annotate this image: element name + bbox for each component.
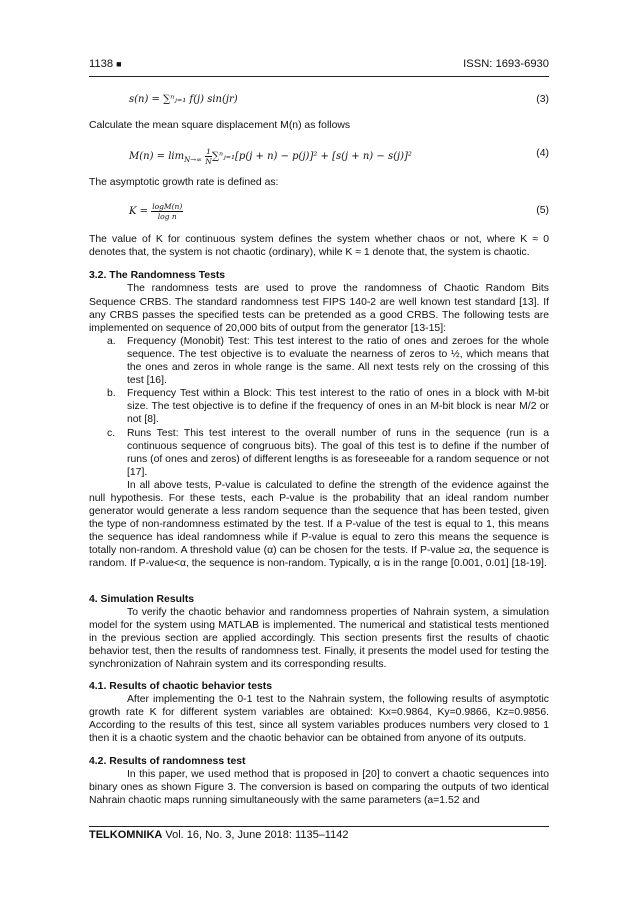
footer-journal: TELKOMNIKA (89, 829, 163, 841)
section-heading-4-1: 4.1. Results of chaotic behavior tests (89, 681, 273, 693)
equation-4-body (129, 147, 412, 167)
list-marker: a. (107, 335, 116, 347)
equation-3 (89, 90, 549, 110)
section-heading-3-2: 3.2. The Randomness Tests (89, 270, 226, 282)
list-item (89, 335, 549, 387)
main-text (89, 90, 549, 807)
footer-rule (89, 826, 549, 827)
footer-citation: Vol. 16, No. 3, June 2018: 1135–1142 (162, 829, 349, 841)
equation-5-numerator: logM(n) (152, 202, 183, 212)
paragraph-pvalue: In all above tests, P-value is calculated to define the strength of the evidence against the null hypothesis. For these tests, each P-value is the probability that an ideal random number generator would generate a less random sequence than the sequence that has been tested, given the type of non-randomness estimated by the test. If a P-value of the test is equal to 1, this means the sequence has ideal randomness while if P-value is equal to zero this means the sequence is totally non-random. A threshold value (α) can be chosen for the tests. If P-value ≥α, the sequence is random. If P-value<α, the sequence is non-random. Typically, α is in the range [0.001, 0.01] [18-19]. (89, 479, 549, 570)
paragraph-3-2: The randomness tests are used to prove the randomness of Chaotic Random Bits Sequence CRBS. The standard randomness test FIPS 140-2 are well known test standard [13]. If any CRBS passes the specified tests can be pretended as a good CRBS. The following tests are implemented on sequence of 20,000 bits of output from the generator [13-15]: (89, 283, 549, 334)
equation-5-lhs: K = (129, 206, 149, 218)
equation-4-numerator: 1 (206, 147, 211, 157)
list-item-text: Runs Test: This test interest to the overall number of runs in the sequence (run is a continuous sequence of congruous bits). The goal of this test is to define if the number of runs (of ones and zeros) of different lengths is as foreseeable for a random sequence or not [17]. (127, 427, 549, 478)
paragraph-k: The value of K for continuous system defines the system whether chaos or not, where K ≈ 0 denotes that, the system is not chaotic (ordinary), while K ≈ 1 denote that, the system is chaotic. (89, 234, 549, 259)
equation-5-fraction (151, 202, 183, 221)
running-header (89, 58, 549, 74)
section-heading-4: 4. Simulation Results (89, 593, 195, 605)
paragraph-rate: The asymptotic growth rate is defined as: (89, 177, 279, 189)
equation-3-number: (3) (536, 94, 549, 105)
equation-5 (89, 198, 549, 224)
equation-4-fraction (205, 147, 212, 166)
list-marker: c. (107, 427, 116, 439)
paragraph-msd: Calculate the mean square displacement M(n) as follows (89, 120, 351, 131)
list-item (89, 387, 549, 426)
header-rule (89, 76, 549, 77)
header-page-info (89, 58, 122, 70)
paragraph-4-1: After implementing the 0-1 test to the Nahrain system, the following results of asymptotic growth rate K for different system variables are obtained: Kx=0.9864, Ky=0.9866, Kz=0.9856. According to the results of this test, since all system variables produces numbers very closed to 1 then it is a chaotic system and the chaotic behavior can be obtained from anyone of its outputs. (89, 694, 549, 745)
page-number: 1138 (89, 58, 114, 70)
equation-4 (89, 141, 549, 167)
running-footer (89, 829, 348, 841)
test-list (89, 335, 549, 479)
list-item-text: Frequency Test within a Block: This test interest to the ratio of ones in a block with M-bit size. The test objective is to define if the frequency of ones in an M-bit block is near M/2 or not [8]. (127, 388, 549, 426)
list-item-text: Frequency (Monobit) Test: This test interest to the ratio of ones and zeroes for the whole sequence. The test objective is to evaluate the nearness of zeros to ½, which means that the ones and zeros in whole range is the same. All next tests rely on the crossing of this test [16]. (127, 335, 549, 387)
equation-4-lim-sub: N→∞ (184, 156, 202, 165)
header-square-icon: ■ (116, 59, 122, 69)
equation-4-number: (4) (536, 148, 549, 160)
equation-4-sum: ∑ⁿⱼ₌₁[p(j + n) − p(j)]² + [s(j + n) − s(j)]² (211, 151, 412, 163)
header-issn: ISSN: 1693-6930 (463, 58, 549, 70)
list-item (89, 427, 549, 479)
equation-5-denominator: log n (157, 212, 177, 222)
paragraph-4-2: In this paper, we used method that is proposed in [20] to convert a chaotic sequences into binary ones as shown Figure 3. The conversion is based on comparing the outputs of two identical Nahrain chaotic maps running simultaneously with the same parameters (a=1.52 and (89, 768, 549, 806)
equation-5-number: (5) (536, 205, 549, 217)
equation-5-body (129, 202, 183, 221)
equation-4-denominator: N (205, 157, 212, 167)
equation-3-body: s(n) = ∑ⁿⱼ₌₁ f(j) sin(jr) (129, 94, 238, 105)
paragraph-4: To verify the chaotic behavior and randomness properties of Nahrain system, a simulation model for the system using MATLAB is implemented. The numerical and statistical tests mentioned in the previous section are applied accordingly. This section presents first the results of chaotic behavior test, then the results of randomness test. Finally, it presents the model used for testing the synchronization of Nahrain system and its corresponding results. (89, 606, 549, 670)
list-marker: b. (107, 388, 116, 400)
equation-4-lim: M(n) = lim (129, 151, 185, 163)
section-heading-4-2: 4.2. Results of randomness test (89, 755, 246, 767)
